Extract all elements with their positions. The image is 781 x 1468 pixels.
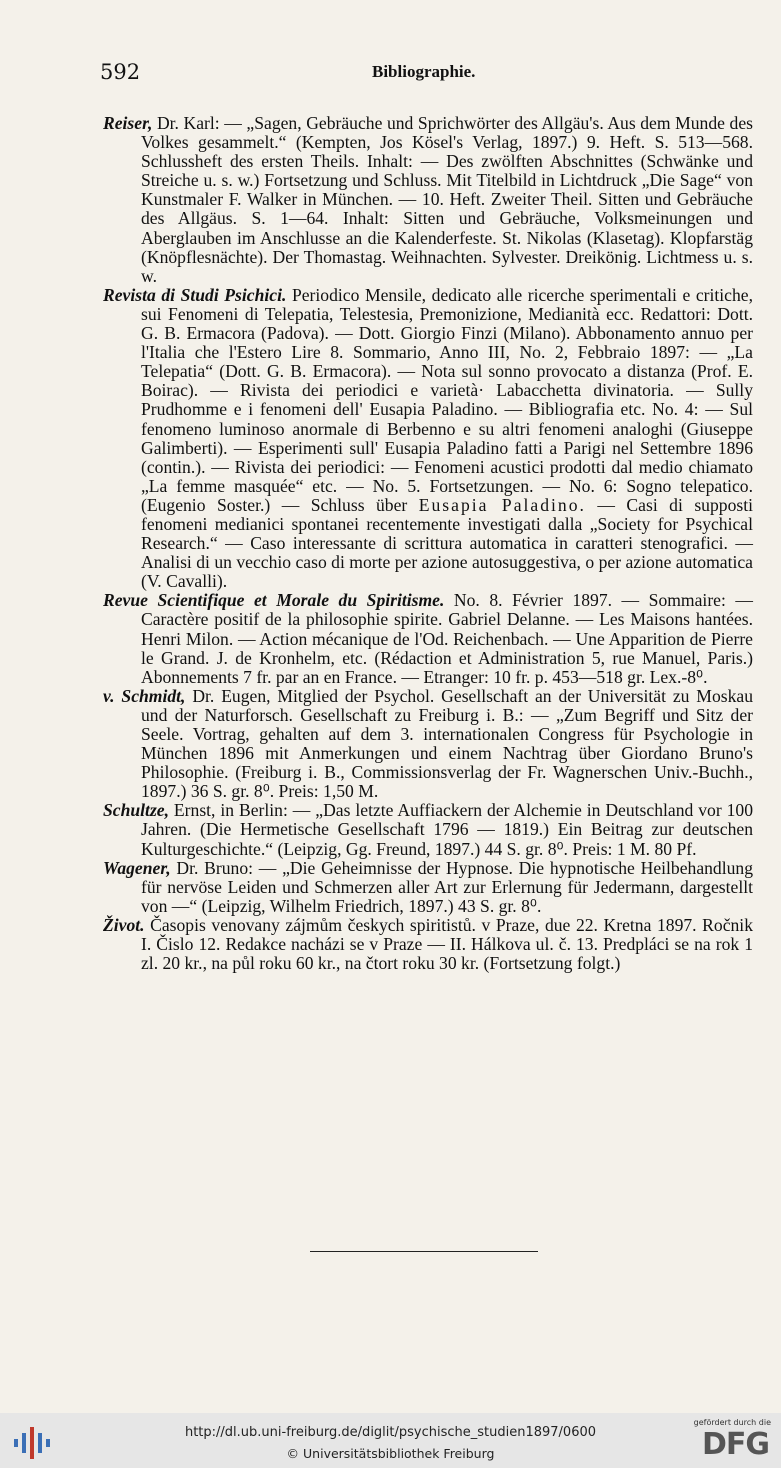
dfg-logo: DFG: [701, 1427, 769, 1462]
entry-headword: Schultze,: [103, 800, 169, 821]
entry-text: Dr. Eugen, Mitglied der Psychol. Gesellschaft an der Universität zu Moskau und der Naturforsch. Gesellschaft zu Freiburg i. B.: — „Zum Begriff und Sitz der Seele. Vortrag, gehalten auf dem 3. internationalen Congress für Psychologie in München 1896 mit Anmerkungen und einem Nachtrag über Giordano Bruno's Philosophie. (Freiburg i. B., Commissionsverlag der Fr. Wagnerschen Univ.-Buchh., 1897.) 36 S. gr. 8⁰. Preis: 1,50 M.: [141, 685, 753, 802]
bibliography-entry: [103, 859, 753, 916]
entry-headword: Wagener,: [103, 857, 171, 878]
section-divider: [310, 1251, 538, 1252]
page-number: 592: [100, 60, 141, 84]
entry-spaced-text: Eusapia Paladino.: [418, 494, 586, 515]
bibliography-list: [103, 114, 753, 973]
entry-headword: v. Schmidt,: [103, 685, 186, 706]
bibliography-entry: [103, 687, 753, 802]
entry-headword: Revue Scientifique et Morale du Spiritisme.: [103, 590, 445, 611]
entry-text: Periodico Mensile, dedicato alle ricerche sperimentali e critiche, sui Fenomeni di Telepatia, Telestesia, Premonizione, Medianità ecc. Redattori: Dott. G. B. Ermacora (Padova). — Dott. Giorgio Finzi (Milano). Abbonamento annuo per l'Italia che l'Estero Lire 8. Sommario, Anno III, No. 2, Febbraio 1897: — „La Telepatia“ (Dott. G. B. Ermacora). — Nota sul sonno provocato a distanza (Prof. E. Boirac). — Rivista dei periodici e varietà· Labacchetta divinatoria. — Sully Prudhomme e i fenomeni dell' Eusapia Paladino. — Bibliografia etc. No. 4: — Sul fenomeno luminoso anormale di Berbenno e su altri fenomeni analoghi (Giuseppe Galimberti). — Esperimenti sull' Eusapia Paladino fatti a Parigi nel Settembre 1896 (contin.). — Rivista dei periodici: — Fenomeni acustici prodotti dal medio chiamato „La femme masquée“ etc. — No. 5. Fortsetzungen. — No. 6: Sogno telepatico. (Eugenio Soster.) — Schluss über: [141, 284, 753, 515]
entry-text: No. 8. Février 1897. — Sommaire: — Caractère positif de la philosophie spirite. Gabriel Delanne. — Les Maisons hantées. Henri Milon. — Action mécanique de l'Od. Reichenbach. — Une Apparition de Pierre le Grand. J. de Kronhelm, etc. (Rédaction et Administration 5, rue Manuel, Paris.) Abonnements 7 fr. par an en France. — Etranger: 10 fr. p. 453—518 gr. Lex.-8⁰.: [141, 590, 753, 687]
dfg-caption: gefördert durch die: [693, 1418, 771, 1427]
bibliography-entry: [103, 114, 753, 286]
running-title: Bibliographie.: [372, 62, 476, 81]
entry-text: Ernst, in Berlin: — „Das letzte Auffiackern der Alchemie in Deutschland vor 100 Jahren. (Die Hermetische Gesellschaft 1796 — 1819.) Ein Beitrag zur deutschen Kulturgeschichte.“ (Leipzig, Gg. Freund, 1897.) 44 S. gr. 8⁰. Preis: 1 M. 80 Pf.: [141, 800, 753, 859]
entry-headword: Revista di Studi Psichici.: [103, 284, 287, 305]
bibliography-entry: [103, 286, 753, 592]
entry-headword: Reiser,: [103, 113, 153, 133]
entry-text: Dr. Karl: — „Sagen, Gebräuche und Sprichwörter des Allgäu's. Aus dem Munde des Volkes gesammelt.“ (Kempten, Jos Kösel's Verlag, 1897.) 9. Heft. S. 513—568. Schlussheft des ersten Theils. Inhalt: — Des zwölften Abschnittes (Schwänke und Streiche u. s. w.) Fortsetzung und Schluss. Mit Titelbild in Lichtdruck „Die Sage“ von Kunstmaler F. Walker in München. — 10. Heft. Zweiter Theil. Sitten und Gebräuche des Allgäus. S. 1—64. Inhalt: Sitten und Gebräuche, Volksmeinungen und Aberglauben im Anschlusse an die Kalenderfeste. St. Nikolas (Klasetag). Klopfarstäg (Knöpflesnächte). Der Thomastag. Weihnachten. Sylvester. Dreikönig. Lichtmess u. s. w.: [141, 113, 753, 286]
entry-text-continued: — Casi di supposti fenomeni medianici spontanei recentemente investigati dalla „Society for Psychical Research.“ — Caso interessante di scrittura automatica in caratteri stenografici. — Analisi di un vecchio caso di morte per azione autosuggestiva, o per azione automatica (V. Cavalli).: [141, 494, 753, 592]
page-header: [100, 60, 756, 90]
bibliography-entry: [103, 801, 753, 858]
footer-bar: [0, 1413, 781, 1468]
source-url-link[interactable]: http://dl.ub.uni-freiburg.de/diglit/psychische_studien1897/0600: [184, 1425, 597, 1440]
entry-text: Časopis venovany zájmům českych spiritistů. v Praze, due 22. Kretna 1897. Ročnik I. Čislo 12. Redakce nacházi se v Praze — II. Hálkova ul. č. 13. Predpláci se na rok 1 zl. 20 kr., na půl roku 60 kr., na čtort roku 30 kr. (Fortsetzung folgt.): [141, 914, 753, 974]
bibliography-entry: [103, 591, 753, 686]
entry-text: Dr. Bruno: — „Die Geheimnisse der Hypnose. Die hypnotische Heilbehandlung für nervöse Leiden und Schmerzen aller Art zur Erlernung für Jedermann, dargestellt von —“ (Leipzig, Wilhelm Friedrich, 1897.) 43 S. gr. 8⁰.: [141, 857, 753, 916]
entry-headword: Život.: [103, 914, 145, 935]
copyright-text: © Universitätsbibliothek Freiburg: [286, 1446, 495, 1461]
bibliography-entry: [103, 916, 753, 973]
